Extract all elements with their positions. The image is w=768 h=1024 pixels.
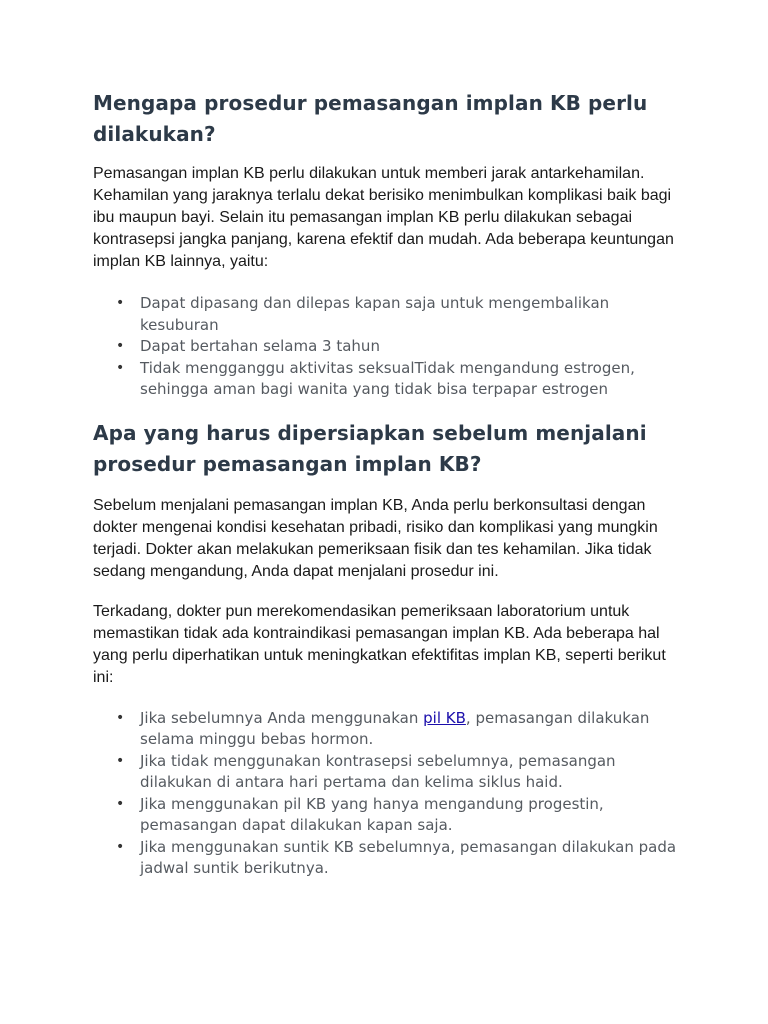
bullet-list [93, 708, 678, 880]
list-item-text: Dapat bertahan selama 3 tahun [140, 337, 380, 355]
bullet-icon: • [116, 338, 125, 354]
list-item [116, 336, 678, 358]
list-item [116, 708, 678, 751]
bullet-icon: • [116, 752, 125, 769]
list-item [116, 293, 678, 336]
list-item-text: Tidak mengganggu aktivitas seksualTidak mengandung estrogen, sehingga aman bagi wanita yang tidak bisa terpapar estrogen [140, 358, 635, 398]
list-item [116, 837, 678, 880]
body-paragraph: Terkadang, dokter pun merekomendasikan pemeriksaan laboratorium untuk memastikan tidak ada kontraindikasi pemasangan implan KB. Ada beberapa hal yang perlu diperhatikan untuk meningkatkan efektifitas implan KB, seperti berikut ini: [93, 602, 666, 686]
section-heading: Apa yang harus dipersiapkan sebelum menjalani prosedur pemasangan implan KB? [93, 420, 647, 476]
section-heading: Mengapa prosedur pemasangan implan KB perlu dilakukan? [93, 91, 648, 146]
pil-kb-link[interactable]: pil KB [423, 708, 466, 727]
list-item-text: Jika menggunakan pil KB yang hanya mengandung progestin, pemasangan dapat dilakukan kapan saja. [140, 794, 604, 834]
list-item [116, 751, 678, 794]
list-item [116, 794, 678, 837]
bullet-icon: • [116, 838, 125, 855]
list-item [116, 358, 678, 401]
bullet-icon: • [116, 359, 125, 376]
list-item-text: Dapat dipasang dan dilepas kapan saja untuk mengembalikan kesuburan [140, 294, 610, 334]
body-paragraph: Pemasangan implan KB perlu dilakukan untuk memberi jarak antarkehamilan. Kehamilan yang jaraknya terlalu dekat berisiko menimbulkan komplikasi baik bagi ibu maupun bayi. Selain itu pemasangan implan KB perlu dilakukan sebagai kontrasepsi jangka panjang, karena efektif dan mudah. Ada beberapa keuntungan implan KB lainnya, yaitu: [93, 165, 674, 270]
list-item-text: Jika tidak menggunakan kontrasepsi sebelumnya, pemasangan dilakukan di antara hari pertama dan kelima siklus haid. [140, 751, 616, 791]
list-item-text: Jika menggunakan suntik KB sebelumnya, pemasangan dilakukan pada jadwal suntik berikutnya. [140, 837, 677, 877]
bullet-list [93, 293, 678, 401]
list-item-text-before: Jika sebelumnya Anda menggunakan [140, 708, 424, 727]
body-paragraph: Sebelum menjalani pemasangan implan KB, Anda perlu berkonsultasi dengan dokter mengenai kondisi kesehatan pribadi, risiko dan komplikasi yang mungkin terjadi. Dokter akan melakukan pemeriksaan fisik dan tes kehamilan. Jika tidak sedang mengandung, Anda dapat menjalani prosedur ini. [93, 496, 658, 580]
bullet-icon: • [116, 795, 125, 812]
bullet-icon: • [116, 709, 125, 726]
list-item-text-after: , pemasangan dilakukan selama minggu bebas hormon. [140, 708, 650, 748]
bullet-icon: • [116, 295, 125, 311]
